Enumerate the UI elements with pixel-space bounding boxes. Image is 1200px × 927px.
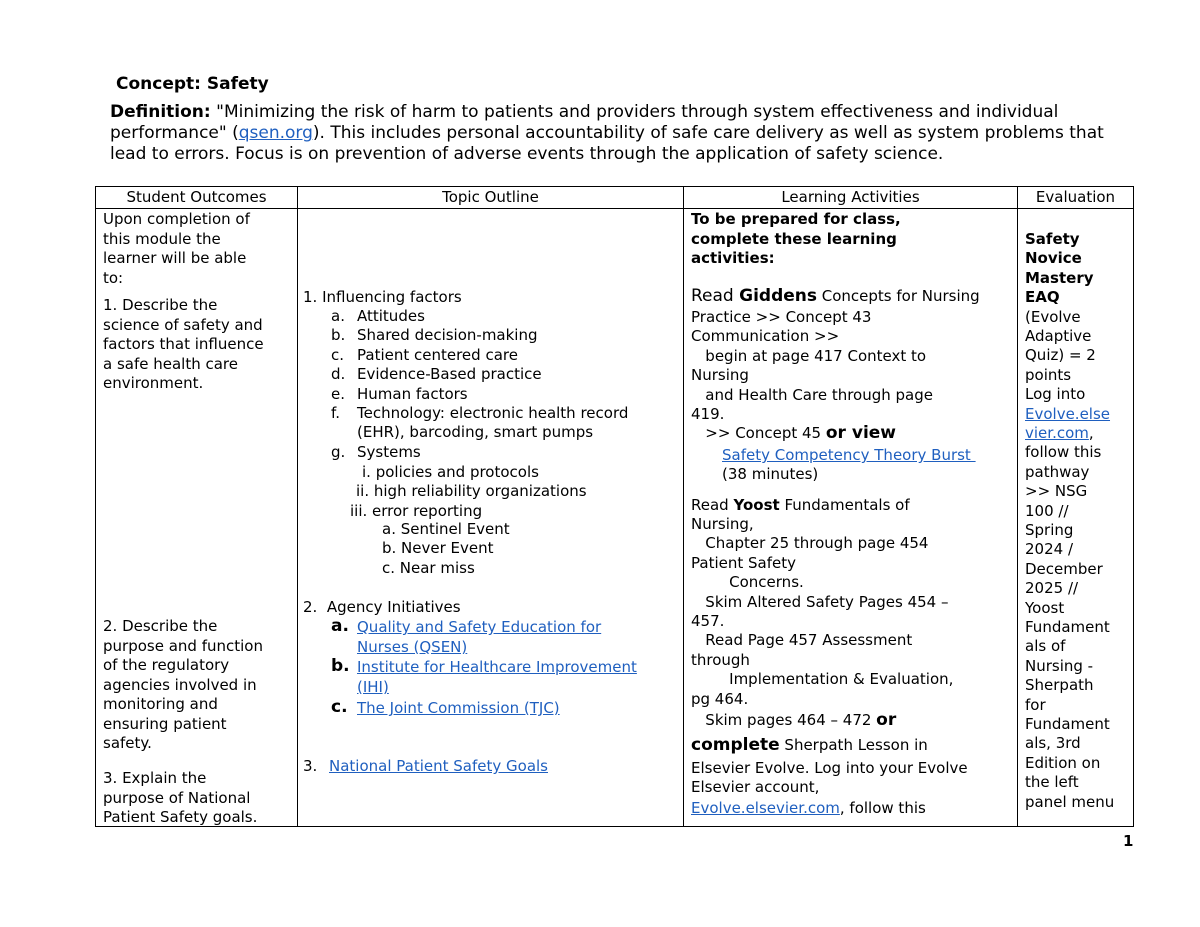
topic-1-marker [331, 365, 345, 384]
concept-45-line [691, 424, 896, 443]
evolve-login-line [691, 799, 926, 818]
systems-sub-item [350, 502, 482, 521]
header-student-outcomes: Student Outcomes [96, 187, 298, 209]
evaluation-bold-line-text: EAQ [1025, 288, 1060, 307]
outcome-3-line [103, 789, 250, 808]
giddens-line [691, 347, 926, 366]
outcome-2-line [103, 617, 217, 636]
concept-title: Concept: Safety [116, 74, 269, 94]
evaluation-line [1025, 637, 1065, 656]
evaluation-line [1025, 502, 1069, 521]
evaluation-line-text: 2024 / [1025, 540, 1073, 559]
topic-1-item-text: Attitudes [357, 307, 425, 325]
evolve-login-line-text: , follow this [839, 799, 926, 817]
yoost-read-line [691, 496, 910, 515]
evaluation-bold-line-text: Novice [1025, 249, 1082, 268]
concept-45-line-text: >> Concept 45 [691, 424, 826, 442]
outcome-intro-line [103, 249, 246, 268]
outcome-2-line-text: ensuring patient [103, 714, 227, 733]
topic-1-title-text: 1. Influencing factors [303, 288, 462, 306]
topic-1-item [357, 443, 421, 462]
topic-1-marker [331, 307, 345, 326]
evaluation-line [1025, 579, 1078, 598]
topic-3-number-text: 3. [303, 757, 318, 775]
systems-sub-item-text: ii. high reliability organizations [356, 482, 587, 501]
error-report-item [382, 539, 494, 558]
evaluation-line [1025, 734, 1081, 753]
burst-duration-text: (38 minutes) [722, 465, 819, 483]
evaluation-line [1025, 327, 1091, 346]
giddens-read-line-text: Read [691, 286, 740, 306]
agency-link[interactable] [357, 618, 601, 637]
outcome-1-line [103, 316, 263, 335]
agency-marker-text: b. [331, 656, 350, 676]
yoost-read-line-text: Yoost [733, 496, 780, 514]
evaluation-line-text: Sherpath [1025, 676, 1094, 695]
giddens-read-line [691, 287, 980, 306]
evaluation-line-text: Fundament [1025, 715, 1110, 733]
evaluation-line-text: (Evolve [1025, 307, 1081, 326]
header-evaluation: Evaluation [1018, 187, 1134, 209]
yoost-read-line-text: Fundamentals of [779, 496, 910, 514]
topic-1-item [357, 385, 468, 404]
evaluation-line [1025, 754, 1100, 773]
evolve-link-part[interactable]: vier.com [1025, 424, 1089, 442]
agency-link[interactable] [357, 699, 560, 718]
outcome-1-line-text: environment. [103, 374, 204, 392]
outcome-1-line [103, 296, 217, 315]
outcome-intro-line-text: this module the [103, 229, 221, 248]
topic-1-marker [331, 443, 345, 462]
agency-link-text[interactable]: Quality and Safety Education for [357, 618, 602, 636]
giddens-line-text: and Health Care through page [691, 385, 933, 404]
evaluation-line [1025, 715, 1110, 734]
outcome-2-line [103, 695, 218, 714]
agency-link-text[interactable]: Nurses (QSEN) [357, 638, 468, 656]
outcome-1-line-text: science of safety and [103, 315, 263, 334]
giddens-line [691, 405, 724, 424]
giddens-line [691, 308, 871, 327]
evaluation-line-text: follow this [1025, 443, 1102, 462]
outcome-intro-line-text: learner will be able [103, 249, 247, 267]
agency-marker-text: c. [331, 697, 348, 717]
yoost-line [691, 670, 953, 689]
evaluation-bold-line [1025, 249, 1082, 268]
outcome-1-line-text: 1. Describe the [103, 296, 218, 314]
national-patient-safety-goals-link[interactable] [329, 757, 548, 776]
topic-1-item-text: (EHR), barcoding, smart pumps [357, 423, 594, 442]
activities-cell [684, 209, 1018, 827]
outcome-intro-line [103, 210, 250, 229]
evaluation-line [1025, 696, 1046, 715]
giddens-line [691, 366, 749, 385]
outcome-2-line [103, 734, 152, 753]
topic-1-item [357, 307, 425, 326]
elsevier-line [691, 778, 819, 797]
evaluation-line [1025, 463, 1089, 482]
elsevier-line-text: Elsevier Evolve. Log into your Evolve [691, 759, 968, 777]
evaluation-bold-line [1025, 288, 1060, 307]
topic-1-title [303, 288, 462, 307]
yoost-line [691, 573, 804, 592]
evolve-link[interactable]: Evolve.elsevier.com [691, 799, 840, 817]
safety-competency-burst-link[interactable] [722, 446, 976, 465]
evaluation-line [1025, 599, 1064, 618]
agency-marker [331, 617, 349, 636]
agency-marker [331, 698, 348, 717]
outcome-1-line [103, 374, 203, 393]
topic-1-item [357, 404, 628, 423]
evaluation-line-text: Yoost [1025, 598, 1065, 617]
yoost-line-text: Skim Altered Safety Pages 454 – [691, 592, 949, 611]
module-table [95, 186, 1134, 827]
definition-label: Definition: [110, 102, 211, 122]
skim-pages-line-text: Skim pages 464 – 472 [691, 711, 877, 729]
giddens-read-line-text: Giddens [739, 286, 817, 306]
evaluation-line [1025, 443, 1101, 462]
elsevier-line [691, 759, 968, 778]
topic-1-item-text: Shared decision-making [357, 326, 538, 345]
outcome-3-line-text: purpose of National [103, 788, 251, 807]
evaluation-line-text: Quiz) = 2 [1025, 346, 1096, 365]
yoost-line-text: Nursing, [691, 515, 754, 533]
yoost-line [691, 593, 949, 612]
yoost-line [691, 690, 748, 709]
systems-sub-item-text: i. policies and protocols [362, 463, 539, 481]
giddens-read-line-text: Concepts for Nursing [817, 287, 980, 305]
evaluation-evolve-link[interactable] [1025, 405, 1110, 424]
outcome-2-line [103, 676, 257, 695]
giddens-line-text: Nursing [691, 366, 749, 385]
elsevier-line-text: Elsevier account, [691, 778, 820, 797]
yoost-line-text: pg 464. [691, 689, 749, 708]
outcome-3-line-text: Patient Safety goals. [103, 808, 258, 826]
topic-1-marker [331, 326, 345, 345]
evaluation-line [1025, 346, 1096, 365]
prep-line-text: activities: [691, 249, 775, 267]
error-report-item-text: b. Never Event [382, 539, 494, 558]
evaluation-line-text: Edition on [1025, 753, 1101, 772]
evaluation-line-text: pathway [1025, 462, 1090, 481]
evaluation-bold-line [1025, 230, 1080, 249]
burst-duration [722, 465, 818, 484]
topic-2-title-text: 2. Agency Initiatives [303, 598, 461, 616]
topic-1-marker-text: g. [331, 442, 346, 461]
outcome-3-line-text: 3. Explain the [103, 769, 207, 787]
giddens-line-text: 419. [691, 405, 725, 423]
outcome-intro-line [103, 269, 123, 288]
prep-line [691, 230, 897, 249]
header-topic-outline: Topic Outline [298, 187, 684, 209]
evaluation-line [1025, 618, 1110, 637]
error-report-item-text: a. Sentinel Event [382, 520, 510, 538]
yoost-line-text: 457. [691, 612, 725, 630]
topic-1-item [357, 423, 593, 442]
evaluation-line-text: December [1025, 559, 1103, 578]
systems-sub-item [356, 482, 587, 501]
outcome-1-line-text: a safe health care [103, 354, 238, 373]
evaluation-line [1025, 385, 1085, 404]
evaluation-line-text: for [1025, 695, 1046, 714]
outcome-intro-line [103, 230, 221, 249]
topic-1-marker-text: a. [331, 307, 345, 325]
topic-1-item-text: Technology: electronic health record [357, 404, 629, 422]
agency-link-text[interactable]: (IHI) [357, 678, 389, 696]
skim-pages-line-text: or [876, 710, 897, 730]
prep-line [691, 249, 775, 268]
yoost-line [691, 554, 796, 573]
giddens-line [691, 386, 933, 405]
topic-1-marker-text: d. [331, 365, 346, 384]
outcome-2-line-text: 2. Describe the [103, 617, 218, 635]
outcome-1-line [103, 335, 264, 354]
definition-text-before: "Minimizing the risk of harm to patients and providers through system effectiveness and individual performance" ( [110, 102, 1059, 143]
outcome-2-line [103, 637, 263, 656]
topics-cell [298, 209, 684, 827]
topic-1-marker-text: c. [331, 345, 345, 364]
yoost-line [691, 631, 912, 650]
outcomes-cell [96, 209, 298, 827]
agency-link-cont[interactable] [357, 678, 389, 697]
complete-sherpath-line [691, 736, 928, 755]
yoost-line-text: Read Page 457 Assessment [691, 631, 913, 650]
evaluation-line-text: 2025 // [1025, 579, 1079, 598]
topic-1-marker [331, 346, 344, 365]
topic-1-item-text: Patient centered care [357, 345, 518, 364]
outcome-2-line-text: safety. [103, 734, 152, 752]
evaluation-line-text: als of [1025, 637, 1066, 656]
outcome-3-line [103, 769, 206, 788]
prep-line [691, 210, 901, 229]
evaluation-line-text: 100 // [1025, 501, 1069, 520]
page-number: 1 [1123, 832, 1134, 850]
outcome-2-line-text: of the regulatory [103, 656, 230, 674]
complete-sherpath-line-text: complete [691, 735, 780, 755]
topic-2-title [303, 598, 461, 617]
giddens-line-text: begin at page 417 Context to [691, 346, 927, 365]
evaluation-line [1025, 308, 1081, 327]
error-report-item [382, 559, 475, 578]
agency-marker-text: a. [331, 616, 349, 636]
yoost-line [691, 651, 750, 670]
evaluation-line [1025, 657, 1093, 676]
evaluation-line-text: als, 3rd [1025, 734, 1081, 753]
topic-1-marker-text: e. [331, 384, 345, 403]
definition [110, 102, 1140, 165]
agency-link-text[interactable]: Institute for Healthcare Improvement [357, 658, 637, 676]
error-report-item-text: c. Near miss [382, 558, 475, 577]
evaluation-line-text: Fundament [1025, 618, 1110, 636]
evaluation-line [1025, 540, 1073, 559]
agency-link-cont[interactable] [357, 638, 467, 657]
topic-1-item-text: Human factors [357, 384, 468, 403]
topic-1-item [357, 346, 518, 365]
evaluation-line-text: points [1025, 365, 1072, 384]
evolve-link-part[interactable]: Evolve.else [1025, 404, 1111, 423]
systems-sub-item-text: iii. error reporting [350, 501, 483, 520]
evaluation-cell [1018, 209, 1134, 827]
evaluation-line [1025, 366, 1071, 385]
header-row [96, 187, 1134, 209]
qsen-link[interactable]: qsen.org [238, 123, 313, 143]
giddens-line-text: Practice >> Concept 43 [691, 308, 872, 326]
evaluation-line [1025, 773, 1079, 792]
topic-1-marker [331, 404, 340, 423]
giddens-line [691, 327, 839, 346]
prep-line-text: complete these learning [691, 229, 897, 248]
yoost-line-text: Implementation & Evaluation, [691, 670, 954, 689]
outcome-intro-line-text: Upon completion of [103, 210, 250, 228]
systems-sub-item [362, 463, 539, 482]
yoost-read-line-text: Read [691, 496, 734, 514]
evaluation-line [1025, 793, 1114, 812]
outcome-1-line [103, 355, 238, 374]
yoost-line-text: Chapter 25 through page 454 [691, 534, 929, 553]
yoost-line [691, 612, 724, 631]
outcome-3-line [103, 808, 257, 826]
complete-sherpath-line-text: Sherpath Lesson in [779, 736, 928, 754]
error-report-item [382, 520, 510, 539]
topic-3-number [303, 757, 317, 776]
burst-link-text[interactable]: Safety Competency Theory Burst [722, 446, 976, 464]
evaluation-line [1025, 521, 1073, 540]
evaluation-line-text: panel menu [1025, 792, 1115, 811]
outcome-2-line [103, 715, 227, 734]
concept-45-line-text: or view [825, 423, 896, 443]
yoost-line [691, 534, 928, 553]
agency-link[interactable] [357, 658, 637, 677]
evaluation-line-text: >> NSG [1025, 482, 1088, 501]
topic-1-item-text: Systems [357, 442, 421, 461]
topic-1-item-text: Evidence-Based practice [357, 365, 542, 384]
evaluation-evolve-link [1025, 424, 1094, 443]
skim-pages-line [691, 711, 896, 730]
npsg-link-text[interactable]: National Patient Safety Goals [329, 757, 548, 775]
evaluation-line-text: Log into [1025, 385, 1086, 404]
topic-1-item [357, 326, 538, 345]
agency-link-text[interactable]: The Joint Commission (TJC) [357, 699, 560, 717]
evaluation-bold-line-text: Safety [1025, 230, 1080, 248]
outcome-2-line-text: purpose and function [103, 636, 263, 655]
prep-line-text: To be prepared for class, [691, 210, 901, 228]
topic-1-marker-text: b. [331, 326, 346, 345]
giddens-line-text: Communication >> [691, 327, 840, 346]
header-learning-activities: Learning Activities [684, 187, 1018, 209]
outcome-2-line [103, 656, 229, 675]
topic-1-item [357, 365, 542, 384]
yoost-line-text: Concerns. [691, 573, 804, 592]
topic-1-marker-text: f. [331, 404, 340, 422]
outcome-2-line-text: monitoring and [103, 695, 218, 713]
yoost-line-text: through [691, 650, 750, 669]
evaluation-bold-line-text: Mastery [1025, 268, 1094, 287]
evaluation-evolve-link-text: , [1088, 424, 1094, 442]
definition-text-after: ). This includes personal accountability of safe care delivery as well as system problems that lead to errors. Focus is on prevention of adverse events through the application of safety science. [110, 123, 1104, 164]
evaluation-bold-line [1025, 269, 1094, 288]
evaluation-line-text: Adaptive [1025, 327, 1092, 345]
evaluation-line-text: Nursing - [1025, 656, 1094, 675]
evaluation-line-text: the left [1025, 773, 1079, 792]
evaluation-line [1025, 482, 1087, 501]
evaluation-line [1025, 560, 1103, 579]
outcome-1-line-text: factors that influence [103, 335, 264, 353]
outcome-intro-line-text: to: [103, 268, 124, 287]
agency-marker [331, 657, 350, 676]
yoost-line-text: Patient Safety [691, 553, 796, 572]
yoost-line [691, 515, 754, 534]
evaluation-line [1025, 676, 1094, 695]
topic-1-marker [331, 385, 345, 404]
evaluation-line-text: Spring [1025, 521, 1074, 539]
content-row [96, 209, 1134, 827]
outcome-2-line-text: agencies involved in [103, 675, 257, 694]
